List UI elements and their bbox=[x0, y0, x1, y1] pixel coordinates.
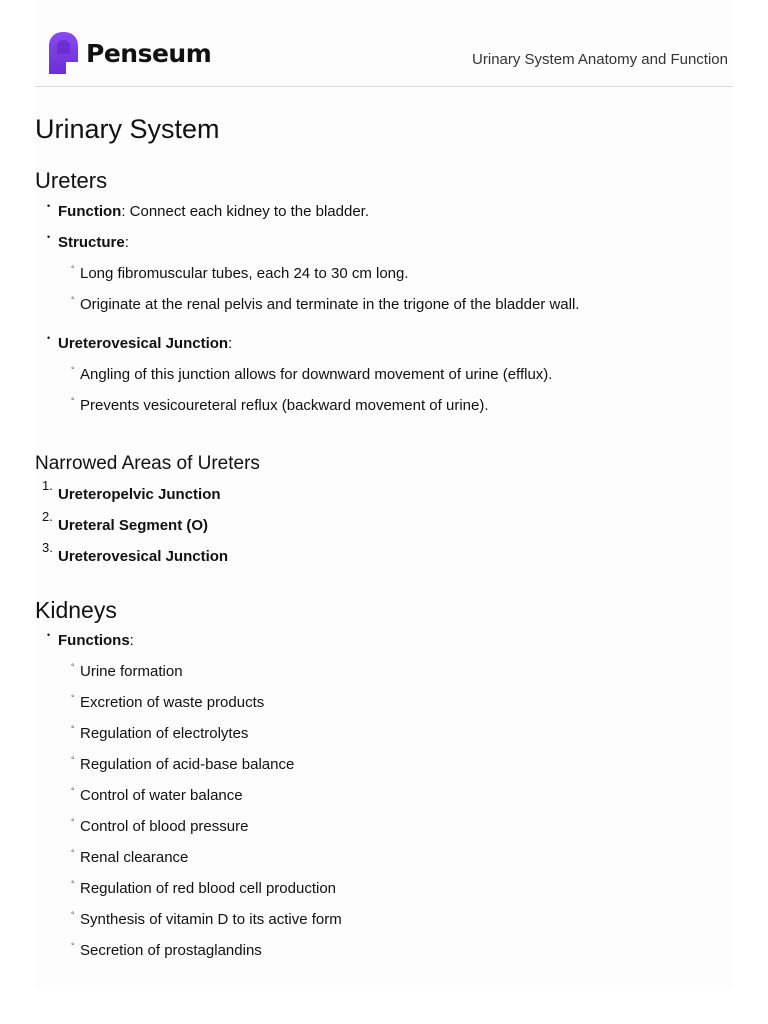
sublist-item bbox=[58, 873, 733, 904]
kidney-functions-sublist bbox=[58, 656, 733, 966]
sublist-item bbox=[58, 718, 733, 749]
numbered-item bbox=[35, 479, 733, 510]
sublist-item-text: Excretion of waste products bbox=[80, 694, 265, 711]
sublist-item bbox=[58, 258, 733, 289]
section-heading-narrowed-areas: Narrowed Areas of Ureters bbox=[35, 453, 260, 474]
sublist-item-text: Angling of this junction allows for downward movement of urine (efflux). bbox=[80, 366, 553, 383]
sublist-item bbox=[58, 656, 733, 687]
sublist-item-text: Regulation of electrolytes bbox=[80, 725, 249, 742]
sublist-item bbox=[58, 390, 733, 421]
uvj-sublist bbox=[58, 359, 733, 421]
function-label: Function bbox=[58, 203, 122, 220]
section-heading-ureters: Ureters bbox=[35, 168, 108, 193]
page-title: Urinary System bbox=[35, 114, 220, 144]
sublist-item bbox=[58, 749, 733, 780]
document-content bbox=[35, 110, 733, 974]
function-text: : Connect each kidney to the bladder. bbox=[121, 203, 369, 220]
bullet-disc-icon: • bbox=[47, 333, 51, 343]
bullet-disc-icon: • bbox=[47, 630, 51, 640]
item-number: 2. bbox=[42, 509, 53, 524]
penseum-logo-icon bbox=[49, 32, 78, 74]
sublist-item-text: Control of blood pressure bbox=[80, 818, 249, 835]
sublist-item-text: Secretion of prostaglandins bbox=[80, 942, 262, 959]
sublist-item bbox=[58, 289, 733, 320]
bullet-circle-icon: ◦ bbox=[71, 908, 75, 919]
numbered-item-text: Ureteral Segment (O) bbox=[58, 517, 209, 534]
numbered-item bbox=[35, 541, 733, 572]
sublist-item bbox=[58, 811, 733, 842]
sublist-item-text: Prevents vesicoureteral reflux (backward movement of urine). bbox=[80, 397, 489, 414]
bullet-circle-icon: ◦ bbox=[71, 293, 75, 304]
bullet-circle-icon: ◦ bbox=[71, 846, 75, 857]
uvj-label: Ureterovesical Junction bbox=[58, 335, 229, 352]
structure-sublist bbox=[58, 258, 733, 320]
bullet-circle-icon: ◦ bbox=[71, 815, 75, 826]
sublist-item bbox=[58, 780, 733, 811]
structure-label: Structure bbox=[58, 234, 125, 251]
list-item bbox=[35, 625, 733, 966]
bullet-circle-icon: ◦ bbox=[71, 363, 75, 374]
bullet-circle-icon: ◦ bbox=[71, 691, 75, 702]
sublist-item bbox=[58, 935, 733, 966]
ureters-list bbox=[35, 196, 733, 421]
bullet-disc-icon: • bbox=[47, 201, 51, 211]
functions-suffix: : bbox=[129, 632, 134, 649]
uvj-suffix: : bbox=[228, 335, 233, 352]
sublist-item bbox=[58, 687, 733, 718]
sublist-item-text: Originate at the renal pelvis and terminate in the trigone of the bladder wall. bbox=[80, 296, 580, 313]
section-heading-kidneys: Kidneys bbox=[35, 597, 117, 623]
bullet-circle-icon: ◦ bbox=[71, 877, 75, 888]
item-number: 3. bbox=[42, 540, 53, 555]
sublist-item-text: Control of water balance bbox=[80, 787, 243, 804]
bullet-circle-icon: ◦ bbox=[71, 394, 75, 405]
sublist-item-text: Long fibromuscular tubes, each 24 to 30 cm long. bbox=[80, 265, 409, 282]
sublist-item-text: Synthesis of vitamin D to its active form bbox=[80, 911, 342, 928]
list-item bbox=[35, 328, 733, 421]
bullet-circle-icon: ◦ bbox=[71, 262, 75, 273]
structure-suffix: : bbox=[124, 234, 129, 251]
numbered-item-text: Ureterovesical Junction bbox=[58, 548, 229, 565]
list-item bbox=[35, 196, 733, 227]
page-header bbox=[35, 28, 733, 87]
numbered-item bbox=[35, 510, 733, 541]
sublist-item-text: Regulation of red blood cell production bbox=[80, 880, 337, 897]
sublist-item-text: Regulation of acid-base balance bbox=[80, 756, 295, 773]
item-number: 1. bbox=[42, 478, 53, 493]
bullet-circle-icon: ◦ bbox=[71, 939, 75, 950]
sublist-item-text: Renal clearance bbox=[80, 849, 189, 866]
bullet-circle-icon: ◦ bbox=[71, 722, 75, 733]
functions-label: Functions bbox=[58, 632, 130, 649]
sublist-item-text: Urine formation bbox=[80, 663, 183, 680]
document-title: Urinary System Anatomy and Function bbox=[472, 51, 728, 68]
bullet-disc-icon: • bbox=[47, 232, 51, 242]
bullet-circle-icon: ◦ bbox=[71, 784, 75, 795]
narrowed-areas-list bbox=[35, 479, 733, 572]
sublist-item bbox=[58, 904, 733, 935]
kidneys-list bbox=[35, 625, 733, 966]
sublist-item bbox=[58, 359, 733, 390]
brand-name: Penseum bbox=[86, 38, 212, 68]
list-item bbox=[35, 227, 733, 320]
sublist-item bbox=[58, 842, 733, 873]
numbered-item-text: Ureteropelvic Junction bbox=[58, 486, 221, 503]
bullet-circle-icon: ◦ bbox=[71, 660, 75, 671]
bullet-circle-icon: ◦ bbox=[71, 753, 75, 764]
brand-logo[interactable] bbox=[49, 31, 211, 75]
